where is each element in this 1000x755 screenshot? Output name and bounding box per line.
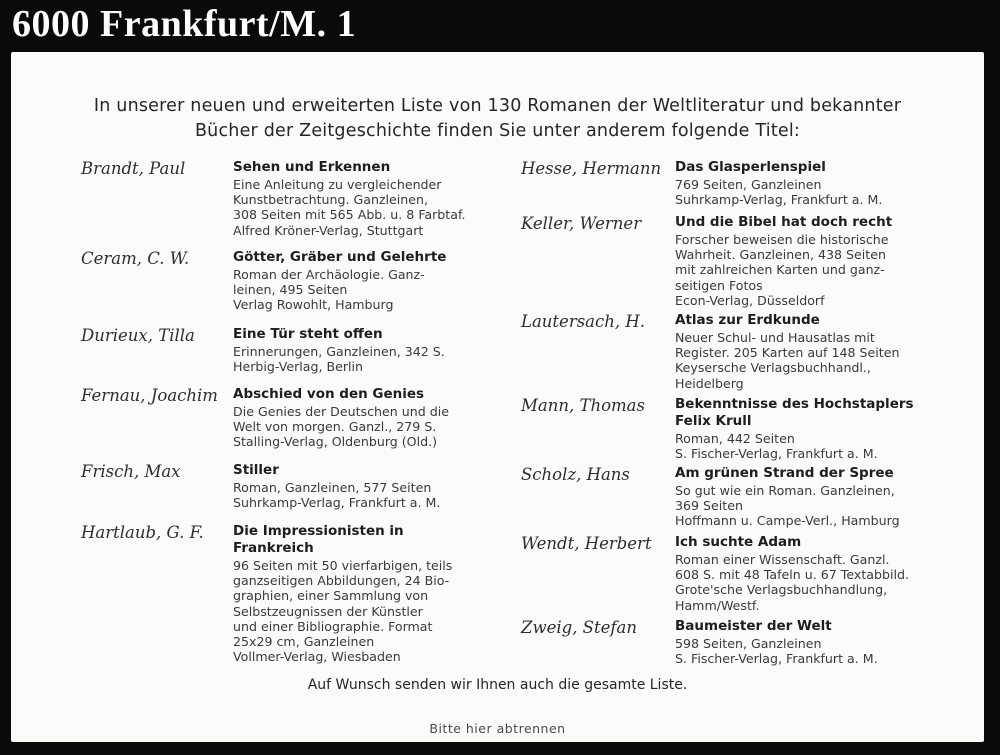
book-description xyxy=(675,483,900,529)
book-author: Keller, Werner xyxy=(521,214,642,233)
book-description xyxy=(675,177,882,207)
book-title xyxy=(675,214,892,231)
book-description-line: Eine Anleitung zu vergleichender xyxy=(233,177,442,192)
book-title xyxy=(233,462,279,479)
book-description-line: 769 Seiten, Ganzleinen xyxy=(675,177,822,192)
book-description-line: mit zahlreichen Karten und ganz- xyxy=(675,262,885,278)
book-author: Hesse, Hermann xyxy=(521,159,662,178)
book-description-line: 598 Seiten, Ganzleinen xyxy=(675,636,822,651)
detach-line: Bitte hier abtrennen xyxy=(429,721,566,736)
book-description-line: leinen, 495 Seiten xyxy=(233,282,348,298)
book-title xyxy=(233,159,390,176)
book-title-line: Stiller xyxy=(233,462,279,478)
book-title-line: Am grünen Strand der Spree xyxy=(675,465,894,481)
book-description-line: Stalling-Verlag, Oldenburg (Old.) xyxy=(233,434,438,450)
book-description-line: und einer Bibliographie. Format xyxy=(233,618,433,634)
book-author: Frisch, Max xyxy=(81,462,181,481)
book-description-line: Forscher beweisen die historische xyxy=(675,232,889,247)
book-description xyxy=(675,552,909,613)
book-author: Fernau, Joachim xyxy=(81,386,218,405)
book-title xyxy=(675,534,801,551)
book-description-line: Grote'sche Verlagsbuchhandlung, xyxy=(675,582,888,598)
book-description xyxy=(233,267,425,313)
book-description xyxy=(233,480,440,510)
book-description-line: Keysersche Verlagsbuchhandl., xyxy=(675,360,871,376)
book-description-line: Erinnerungen, Ganzleinen, 342 S. xyxy=(233,344,445,359)
book-description-line: Vollmer-Verlag, Wiesbaden xyxy=(233,649,401,665)
book-title xyxy=(233,523,404,557)
book-description-line: Suhrkamp-Verlag, Frankfurt a. M. xyxy=(233,495,441,511)
book-title-line: Bekenntnisse des Hochstaplers xyxy=(675,396,914,412)
book-description xyxy=(233,558,452,664)
book-author: Mann, Thomas xyxy=(521,396,645,415)
book-description-line: Hoffmann u. Campe-Verl., Hamburg xyxy=(675,513,900,529)
book-author: Wendt, Herbert xyxy=(521,534,652,553)
book-title-line: Frankreich xyxy=(233,540,314,556)
book-title-line: Ich suchte Adam xyxy=(675,534,802,550)
book-title xyxy=(675,465,894,482)
book-description-line: Welt von morgen. Ganzl., 279 S. xyxy=(233,419,437,435)
book-author: Brandt, Paul xyxy=(81,159,186,178)
book-title-line: Götter, Gräber und Gelehrte xyxy=(233,249,447,265)
book-title xyxy=(233,249,446,266)
book-description xyxy=(233,177,465,238)
book-title xyxy=(675,312,820,329)
book-description-line: Econ-Verlag, Düsseldorf xyxy=(675,292,825,308)
book-description-line: 25x29 cm, Ganzleinen xyxy=(233,634,375,650)
book-author: Scholz, Hans xyxy=(521,465,630,484)
book-description xyxy=(675,636,878,666)
book-description-line: 608 S. mit 48 Tafeln u. 67 Textabbild. xyxy=(675,567,909,583)
intro-line: Bücher der Zeitgeschichte finden Sie unter anderem folgende Titel: xyxy=(194,121,801,141)
request-note: Auf Wunsch senden wir Ihnen auch die gesamte Liste. xyxy=(307,677,688,693)
book-title xyxy=(675,396,914,430)
book-description-line: Heidelberg xyxy=(675,375,744,391)
book-description xyxy=(675,330,899,391)
book-title-line: Baumeister der Welt xyxy=(675,618,832,634)
book-description-line: S. Fischer-Verlag, Frankfurt a. M. xyxy=(675,446,878,462)
book-description-line: Roman, 442 Seiten xyxy=(675,431,795,446)
book-description-line: Kunstbetrachtung. Ganzleinen, xyxy=(233,192,429,208)
book-description-line: Die Genies der Deutschen und die xyxy=(233,404,449,419)
book-list-card xyxy=(11,52,984,742)
book-title-line: Abschied von den Genies xyxy=(233,386,425,402)
book-description-line: 369 Seiten xyxy=(675,498,743,514)
book-description-line: Selbstzeugnissen der Künstler xyxy=(233,603,423,619)
book-description-line: ganzseitigen Abbildungen, 24 Bio- xyxy=(233,573,450,589)
book-description-line: 308 Seiten mit 565 Abb. u. 8 Farbtaf. xyxy=(233,207,466,223)
book-description xyxy=(675,431,878,461)
book-description-line: Verlag Rowohlt, Hamburg xyxy=(233,297,394,313)
book-title-line: Eine Tür steht offen xyxy=(233,326,383,342)
book-title xyxy=(675,159,826,176)
page-title: 6000 Frankfurt/M. 1 xyxy=(12,3,357,45)
book-description-line: 96 Seiten mit 50 vierfarbigen, teils xyxy=(233,558,453,573)
book-description-line: Roman der Archäologie. Ganz- xyxy=(233,267,425,282)
book-title-line: Sehen und Erkennen xyxy=(233,159,391,175)
intro-line: In unserer neuen und erweiterten Liste von 130 Romanen der Weltliteratur und bekannter xyxy=(93,96,902,116)
book-author: Durieux, Tilla xyxy=(81,326,195,345)
book-author: Lautersach, H. xyxy=(521,312,645,331)
book-author: Hartlaub, G. F. xyxy=(81,523,204,542)
book-description xyxy=(233,404,449,450)
book-title xyxy=(233,386,424,403)
book-description xyxy=(675,232,888,308)
book-title-line: Und die Bibel hat doch recht xyxy=(675,214,893,230)
book-description-line: Suhrkamp-Verlag, Frankfurt a. M. xyxy=(675,192,883,208)
book-description-line: Herbig-Verlag, Berlin xyxy=(233,359,364,375)
book-description-line: Hamm/Westf. xyxy=(675,597,760,613)
book-description-line: Roman, Ganzleinen, 577 Seiten xyxy=(233,480,432,495)
book-description-line: S. Fischer-Verlag, Frankfurt a. M. xyxy=(675,651,878,667)
intro-text xyxy=(11,94,984,144)
book-title-line: Die Impressionisten in xyxy=(233,523,404,539)
book-description-line: Roman einer Wissenschaft. Ganzl. xyxy=(675,552,890,567)
book-description-line: Register. 205 Karten auf 148 Seiten xyxy=(675,345,900,361)
book-title-line: Atlas zur Erdkunde xyxy=(675,312,820,328)
book-description xyxy=(233,344,445,374)
book-title xyxy=(233,326,383,343)
book-description-line: Neuer Schul- und Hausatlas mit xyxy=(675,330,875,345)
book-description-line: Alfred Kröner-Verlag, Stuttgart xyxy=(233,222,424,238)
book-author: Zweig, Stefan xyxy=(521,618,637,637)
book-title-line: Felix Krull xyxy=(675,413,752,429)
book-description-line: Wahrheit. Ganzleinen, 438 Seiten xyxy=(675,247,886,263)
book-description-line: graphien, einer Sammlung von xyxy=(233,588,429,604)
book-description-line: So gut wie ein Roman. Ganzleinen, xyxy=(675,483,895,498)
book-author: Ceram, C. W. xyxy=(81,249,190,268)
book-title xyxy=(675,618,832,635)
book-description-line: seitigen Fotos xyxy=(675,277,763,293)
book-title-line: Das Glasperlenspiel xyxy=(675,159,826,175)
